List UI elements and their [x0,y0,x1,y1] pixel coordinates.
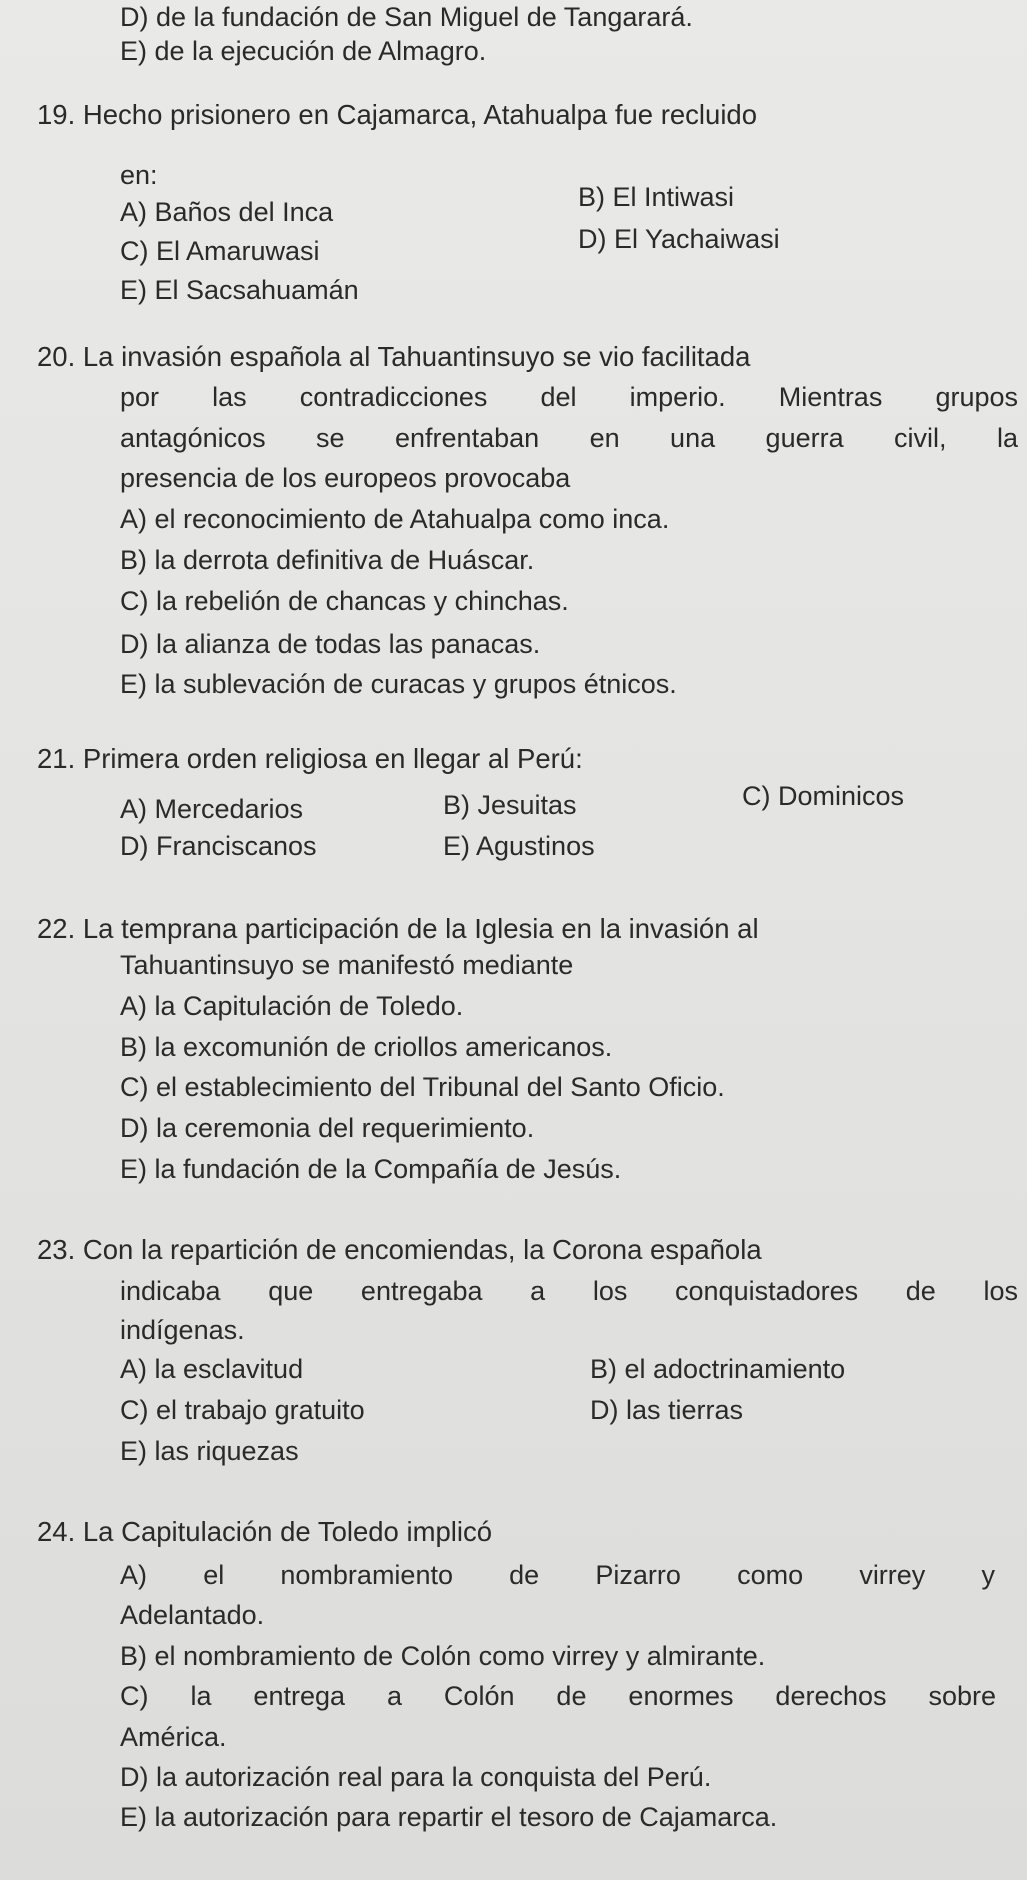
option-c: C) Dominicos [742,781,905,811]
question-stem: 23. Con la repartición de encomiendas, la Corona española [37,1234,762,1265]
option-e: E) las riquezas [120,1436,299,1466]
question-stem: 20. La invasión española al Tahuantinsuyo se vio facilitada [37,341,751,372]
question-stem: Tahuantinsuyo se manifestó mediante [120,950,574,980]
option-d: D) Franciscanos [120,831,317,861]
option-d: D) la ceremonia del requerimiento. [120,1113,535,1143]
option-a: A) el reconocimiento de Atahualpa como inca. [120,504,670,534]
option-c: C) la entrega a Colón de enormes derechos sobre [120,1681,996,1711]
option-d: D) El Yachaiwasi [578,224,780,254]
option-b: B) Jesuitas [443,790,577,820]
question-stem: presencia de los europeos provocaba [120,463,571,493]
question-stem: 24. La Capitulación de Toledo implicó [37,1516,493,1547]
option-c-continued: América. [120,1722,227,1752]
option-c: C) el trabajo gratuito [120,1395,365,1425]
option-e: E) Agustinos [443,831,595,861]
option-b: B) la excomunión de criollos americanos. [120,1032,613,1062]
option-d: D) las tierras [590,1395,744,1425]
option-e: E) la fundación de la Compañía de Jesús. [120,1154,622,1184]
question-stem: indicaba que entregaba a los conquistadores de los [120,1276,1018,1306]
option-a: A) el nombramiento de Pizarro como virrey y [120,1560,995,1590]
option-d: D) la alianza de todas las panacas. [120,629,541,659]
option-a: A) Mercedarios [120,794,304,824]
question-stem: 21. Primera orden religiosa en llegar al Perú: [37,743,583,774]
option-c: C) la rebelión de chancas y chinchas. [120,586,569,616]
option-b: B) el nombramiento de Colón como virrey y almirante. [120,1641,766,1671]
question-stem: antagónicos se enfrentaban en una guerra civil, la [120,423,1018,453]
option-c: C) el establecimiento del Tribunal del Santo Oficio. [120,1072,725,1102]
option-a-continued: Adelantado. [120,1600,265,1630]
option-d: D) de la fundación de San Miguel de Tangarará. [120,2,693,32]
question-stem: 19. Hecho prisionero en Cajamarca, Atahualpa fue recluido [37,99,758,130]
option-e: E) de la ejecución de Almagro. [120,36,487,66]
question-stem: por las contradicciones del imperio. Mientras grupos [120,382,1018,412]
option-e: E) la sublevación de curacas y grupos étnicos. [120,669,677,699]
option-e: E) la autorización para repartir el tesoro de Cajamarca. [120,1802,778,1832]
option-a: A) Baños del Inca [120,197,334,227]
question-stem: indígenas. [120,1315,245,1345]
option-d: D) la autorización real para la conquista del Perú. [120,1762,712,1792]
option-a: A) la Capitulación de Toledo. [120,991,464,1021]
option-b: B) el adoctrinamiento [590,1354,846,1384]
option-e: E) El Sacsahuamán [120,275,359,305]
option-b: B) El Intiwasi [578,182,735,212]
option-b: B) la derrota definitiva de Huáscar. [120,545,535,575]
question-stem: en: [120,160,158,190]
question-stem: 22. La temprana participación de la Iglesia en la invasión al [37,913,759,944]
option-a: A) la esclavitud [120,1354,304,1384]
option-c: C) El Amaruwasi [120,236,320,266]
